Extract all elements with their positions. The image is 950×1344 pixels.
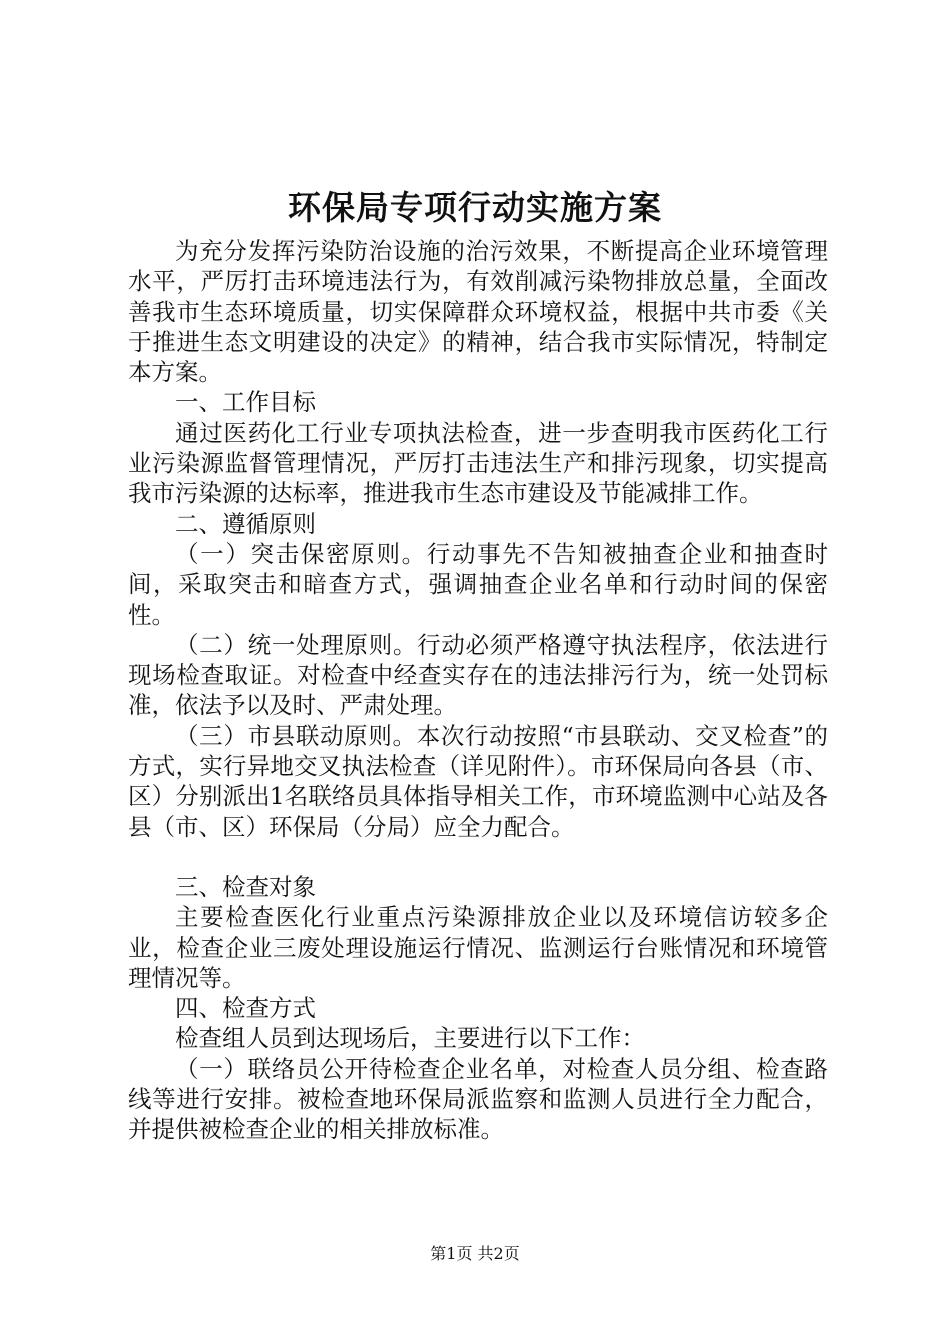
targets-paragraph: 主要检查医化行业重点污染源排放企业以及环境信访较多企业，检查企业三废处理设施运行情况、监测运行台账情况和环境管理情况等。 [128,903,828,992]
blank-line [128,842,828,872]
page-number-footer: 第1页 共2页 [430,1244,520,1263]
principle-3-paragraph: （三）市县联动原则。本次行动按照“市县联动、交叉检查”的方式，实行异地交叉执法检查（详见附件）。市环保局向各县（市、区）分别派出1名联络员具体指导相关工作，市环境监测中心站及各县（市、区）环保局（分局）应全力配合。 [128,721,828,841]
methods-intro-paragraph: 检查组人员到达现场后，主要进行以下工作： [175,1024,645,1053]
intro-paragraph: 为充分发挥污染防治设施的治污效果，不断提高企业环境管理水平，严厉打击环境违法行为，有效削减污染物排放总量，全面改善我市生态环境质量，切实保障群众环境权益，根据中共市委《关于推进生态文明建设的决定》的精神，结合我市实际情况，特制定本方案。 [128,237,828,387]
section-heading-targets: 三、检查对象 [175,872,316,901]
document-body [128,236,828,1145]
section-heading-principles: 二、遵循原则 [175,509,316,538]
method-1-paragraph: （一）联络员公开待检查企业名单，对检查人员分组、检查路线等进行安排。被检查地环保局派监察和监测人员进行全力配合，并提供被检查企业的相关排放标准。 [128,1054,828,1144]
section-heading-methods: 四、检查方式 [175,994,316,1023]
goals-paragraph: 通过医药化工行业专项执法检查，进一步查明我市医药化工行业污染源监督管理情况，严厉打击违法生产和排污现象，切实提高我市污染源的达标率，推进我市生态市建设及节能减排工作。 [128,418,828,508]
document-title: 环保局专项行动实施方案 [288,188,662,227]
principle-1-paragraph: （一）突击保密原则。行动事先不告知被抽查企业和抽查时间，采取突击和暗查方式，强调抽查企业名单和行动时间的保密性。 [128,539,828,629]
principle-2-paragraph: （二）统一处理原则。行动必须严格遵守执法程序，依法进行现场检查取证。对检查中经查实存在的违法排污行为，统一处罚标准，依法予以及时、严肃处理。 [128,630,828,720]
section-heading-goals: 一、工作目标 [175,388,316,417]
